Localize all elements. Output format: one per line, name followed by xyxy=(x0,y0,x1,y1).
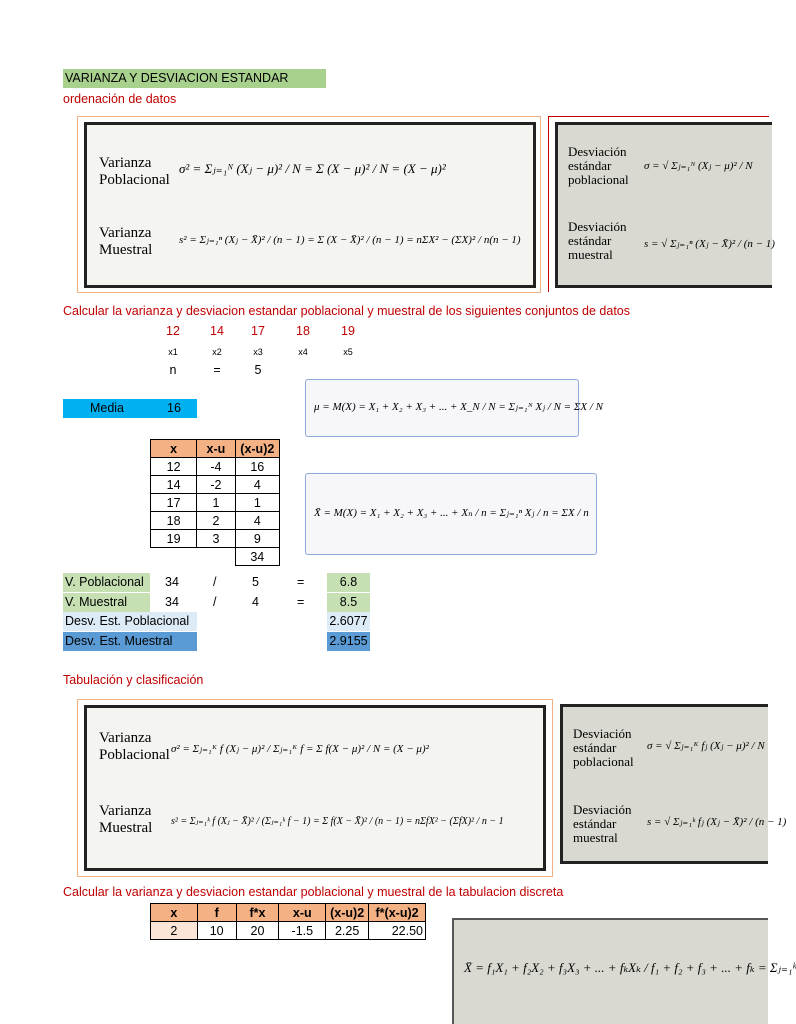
pop-mean-equation: μ = M(X) = X₁ + X₂ + X₃ + ... + X_N / N = Σⱼ₌₁ᴺ Xⱼ / N = ΣX / N xyxy=(314,401,603,413)
desv-mue-label-cell[interactable]: Desv. Est. Muestral xyxy=(63,632,197,651)
empty-cell xyxy=(197,548,235,566)
desv-pob-result[interactable]: 2.6077 xyxy=(327,612,370,631)
v-muestral-label[interactable]: V. Muestral xyxy=(63,593,150,612)
sample-mean-formula[interactable] xyxy=(305,473,597,555)
desv-pob-equation: σ = √ Σⱼ₌₁ᴺ (Xⱼ − μ)² / N xyxy=(644,160,753,172)
vm-result[interactable]: 8.5 xyxy=(327,593,370,612)
label-x1: x1 xyxy=(168,347,178,357)
cell[interactable]: 17 xyxy=(151,494,197,512)
desv-pob-tab-equation: σ = √ Σⱼ₌₁ᴷ fⱼ (Xⱼ − μ)² / N xyxy=(647,740,765,752)
table-row xyxy=(151,476,280,494)
stddev-tab-formula-image xyxy=(560,704,787,864)
cell[interactable]: 1 xyxy=(197,494,235,512)
value-x1[interactable]: 12 xyxy=(166,324,180,338)
weighted-mean-equation: X̄ = f₁X₁ + f₂X₂ + f₃X₃ + ... + fₖXₖ / f₁ + f₂ + f₃ + ... + fₖ = Σⱼ₌₁ᵏ xyxy=(464,960,796,975)
desv-mue-result[interactable]: 2.9155 xyxy=(327,632,370,651)
variance-formula-image xyxy=(84,122,536,288)
media-value[interactable]: 16 xyxy=(151,399,197,418)
cell[interactable]: 16 xyxy=(235,458,279,476)
cell[interactable]: 19 xyxy=(151,530,197,548)
n-value[interactable]: 5 xyxy=(254,363,262,377)
var-mue-tab-label: Varianza Muestral xyxy=(99,803,153,836)
cell[interactable]: 12 xyxy=(151,458,197,476)
cell[interactable]: 14 xyxy=(151,476,197,494)
vp-result[interactable]: 6.8 xyxy=(327,573,370,592)
cell[interactable]: 18 xyxy=(151,512,197,530)
variance-tab-formula-frame[interactable] xyxy=(77,699,553,877)
var-pob-tab-equation: σ² = Σⱼ₌₁ᴷ f (Xⱼ − μ)² / Σⱼ₌₁ᴷ f = Σ f(X − μ)² / N = (X − μ)² xyxy=(171,743,429,755)
problem1-statement: Calcular la varianza y desviacion estandar poblacional y muestral de los siguientes conjuntos de datos xyxy=(63,304,630,318)
col-header-x-u[interactable]: x-u xyxy=(279,904,326,922)
col-header-x[interactable]: x xyxy=(151,904,198,922)
population-mean-formula[interactable] xyxy=(305,379,603,437)
cell[interactable]: -4 xyxy=(197,458,235,476)
frequency-table[interactable] xyxy=(150,903,426,940)
var-pob-tab-label: Varianza Poblacional xyxy=(99,730,170,763)
cell[interactable]: 22.50 xyxy=(369,922,426,940)
cell[interactable]: 1 xyxy=(235,494,279,512)
empty-cell xyxy=(151,548,197,566)
cell[interactable]: 10 xyxy=(197,922,236,940)
label-x2: x2 xyxy=(212,347,222,357)
col-header-fx[interactable]: f*x xyxy=(236,904,279,922)
table-row xyxy=(151,922,426,940)
n-equals: = xyxy=(213,363,221,377)
cell[interactable]: 2.25 xyxy=(326,922,369,940)
cell[interactable]: -1.5 xyxy=(279,922,326,940)
vm-equals: = xyxy=(297,595,305,609)
v-poblacional-label[interactable]: V. Poblacional xyxy=(63,573,150,592)
total-cell[interactable]: 34 xyxy=(235,548,279,566)
value-x5[interactable]: 19 xyxy=(341,324,355,338)
desv-mue-tab-equation: s = √ Σⱼ₌₁ᵏ fⱼ (Xⱼ − X̄)² / (n − 1) xyxy=(647,816,787,828)
stddev-formula-image xyxy=(555,122,775,288)
label-x3: x3 xyxy=(253,347,263,357)
n-label: n xyxy=(169,363,177,377)
value-x4[interactable]: 18 xyxy=(296,324,310,338)
desv-pob-tab-label: Desviación estándar poblacional xyxy=(573,726,634,769)
section-title-tabulacion: Tabulación y clasificación xyxy=(63,673,204,687)
stddev-formula-frame[interactable] xyxy=(548,116,775,292)
media-label[interactable]: Media xyxy=(63,399,151,418)
cell[interactable]: 20 xyxy=(236,922,279,940)
cell[interactable]: 3 xyxy=(197,530,235,548)
vp-operator: / xyxy=(213,575,217,589)
vm-operator: / xyxy=(213,595,217,609)
sheet-title[interactable]: VARIANZA Y DESVIACION ESTANDAR xyxy=(63,69,326,88)
total-row xyxy=(151,548,280,566)
var-pob-label: Varianza Poblacional xyxy=(99,155,170,188)
var-pob-equation: σ² = Σⱼ₌₁ᴺ (Xⱼ − μ)² / N = Σ (X − μ)² / N = (X − μ)² xyxy=(179,161,446,176)
col-header-x-u[interactable]: x-u xyxy=(197,440,235,458)
desv-mue-label: Desviación estándar muestral xyxy=(568,219,627,262)
var-mue-tab-equation: s² = Σⱼ₌₁ᵏ f (Xⱼ − X̄)² / (Σⱼ₌₁ᵏ f − 1) = Σ f(X − X̄)² / (n − 1) = nΣfX² − (ΣfX)² / n − 1 xyxy=(171,816,504,827)
var-mue-equation: s² = Σⱼ₌₁ⁿ (Xⱼ − X̄)² / (n − 1) = Σ (X − X̄)² / (n − 1) = nΣX² − (ΣX)² / n(n − 1) xyxy=(179,234,521,246)
label-x5: x5 xyxy=(343,347,353,357)
sample-mean-equation: X̄ = M(X) = X₁ + X₂ + X₃ + ... + Xₙ / n = Σⱼ₌₁ⁿ Xⱼ / n = ΣX / n xyxy=(314,507,589,519)
cell[interactable]: 4 xyxy=(235,512,279,530)
weighted-mean-formula-image[interactable] xyxy=(452,918,796,1024)
cell[interactable]: 9 xyxy=(235,530,279,548)
var-mue-label: Varianza Muestral xyxy=(99,225,153,258)
table-row xyxy=(151,530,280,548)
vm-denominator[interactable]: 4 xyxy=(252,595,259,609)
cell[interactable]: 4 xyxy=(235,476,279,494)
col-header-x-u-2[interactable]: (x-u)2 xyxy=(326,904,369,922)
col-header-x-u-2[interactable]: (x-u)2 xyxy=(235,440,279,458)
col-header-x[interactable]: x xyxy=(151,440,197,458)
table-row xyxy=(151,458,280,476)
desv-pob-label: Desviación estándar poblacional xyxy=(568,144,629,187)
vm-numerator[interactable]: 34 xyxy=(165,595,179,609)
desv-mue-tab-label: Desviación estándar muestral xyxy=(573,802,632,845)
desv-pob-label-cell[interactable]: Desv. Est. Poblacional xyxy=(63,612,197,631)
variance-formula-frame[interactable] xyxy=(77,116,541,293)
col-header-f[interactable]: f xyxy=(197,904,236,922)
table-row xyxy=(151,512,280,530)
desv-mue-equation: s = √ Σⱼ₌₁ⁿ (Xⱼ − X̄)² / (n − 1) xyxy=(644,238,775,250)
stddev-tab-formula-frame[interactable] xyxy=(560,704,787,864)
col-header-f-x-u-2[interactable]: f*(x-u)2 xyxy=(369,904,426,922)
value-x2[interactable]: 14 xyxy=(210,324,224,338)
table-row xyxy=(151,494,280,512)
vp-denominator[interactable]: 5 xyxy=(252,575,259,589)
cell[interactable]: 2 xyxy=(151,922,198,940)
problem2-statement: Calcular la varianza y desviacion estandar poblacional y muestral de la tabulacion discreta xyxy=(63,885,564,899)
vp-numerator[interactable]: 34 xyxy=(165,575,179,589)
cell[interactable]: 2 xyxy=(197,512,235,530)
label-x4: x4 xyxy=(298,347,308,357)
cell[interactable]: -2 xyxy=(197,476,235,494)
section-subtitle-ordenacion: ordenación de datos xyxy=(63,92,177,106)
value-x3[interactable]: 17 xyxy=(251,324,265,338)
vp-equals: = xyxy=(297,575,305,589)
deviation-table[interactable] xyxy=(150,439,280,566)
variance-tab-formula-image xyxy=(84,705,546,871)
